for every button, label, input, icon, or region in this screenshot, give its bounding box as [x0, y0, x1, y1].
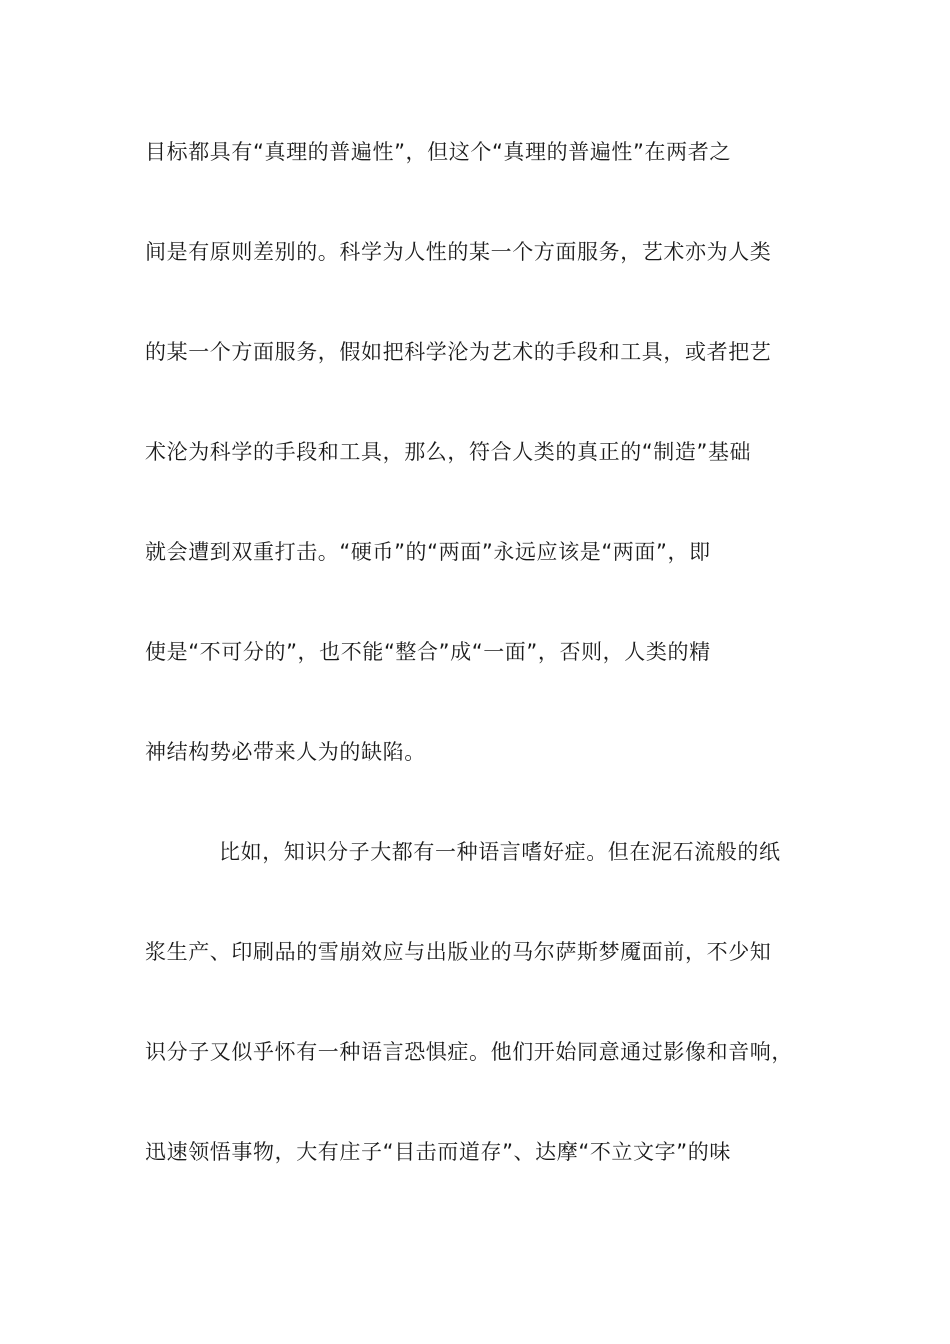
- text-line: 神结构势必带来人为的缺陷。: [145, 740, 426, 764]
- text-line: 的某一个方面服务，假如把科学沦为艺术的手段和工具，或者把艺: [145, 340, 772, 364]
- text-line: 间是有原则差别的。科学为人性的某一个方面服务，艺术亦为人类: [145, 240, 772, 264]
- text-line: 使是“不可分的”，也不能“整合”成“一面”，否则，人类的精: [145, 640, 711, 664]
- text-line: 就会遭到双重打击。“硬币”的“两面”永远应该是“两面”，即: [145, 540, 711, 564]
- text-line: 术沦为科学的手段和工具，那么，符合人类的真正的“制造”基础: [145, 440, 752, 464]
- text-line: 迅速领悟事物，大有庄子“目击而道存”、达摩“不立文字”的味: [145, 1140, 731, 1164]
- paragraph-first-line: 比如，知识分子大都有一种语言嗜好症。但在泥石流般的纸: [219, 840, 781, 864]
- text-line: 浆生产、印刷品的雪崩效应与出版业的马尔萨斯梦魇面前，不少知: [145, 940, 772, 964]
- text-line: 目标都具有“真理的普遍性”，但这个“真理的普遍性”在两者之: [145, 140, 731, 164]
- text-line: 识分子又似乎怀有一种语言恐惧症。他们开始同意通过影像和音响，: [145, 1040, 793, 1064]
- body-text: [145, 128, 825, 1228]
